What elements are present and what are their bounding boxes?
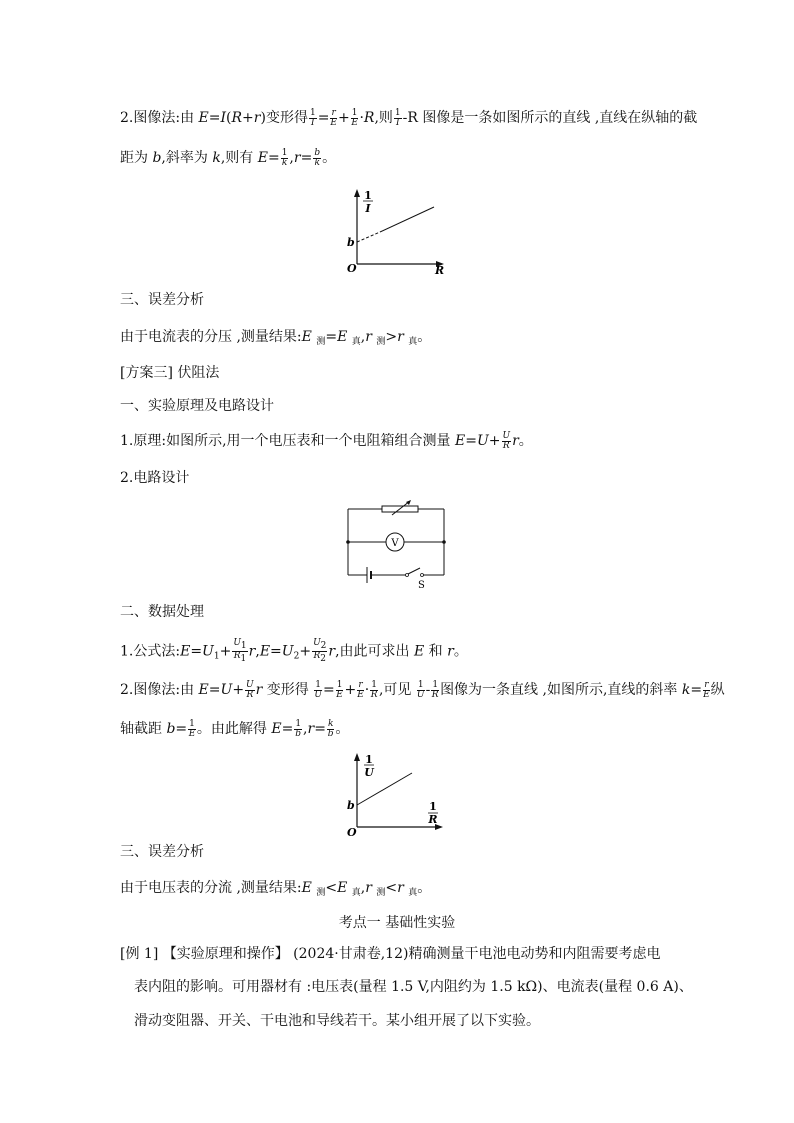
formula-method-line: 1.公式法$:E=U_1+$ $\frac{U1}{R1}$ $r,E=U_2+$ $\frac{U2}{R2}$ r,由此可求出 E 和 r。 (120, 638, 468, 664)
graph-1-over-u-vs-1-over-r (340, 750, 460, 840)
switch (408, 568, 420, 574)
error-analysis-heading: 三、误差分析 (120, 292, 204, 308)
example-line-1: [例 1] 【实验原理和操作】 (2024·甘肃卷,12)精确测量干电池电动势和内阻需要考虑电 (120, 946, 661, 962)
x-axis-label: R (435, 264, 445, 277)
error-analysis-2: 由于电压表的分流 ,测量结果:E $_测$<E $_真$,r $_测$<r $_真$。 (120, 880, 432, 898)
x-axis-label-num: 1 (429, 800, 437, 813)
example-line-2: 表内阻的影响。可用器材有 :电压表(量程 1.5 V,内阻约为 1.5 kΩ)、电流表(量程 0.6 A)、 (134, 979, 693, 995)
switch-label: S (418, 580, 425, 591)
error-analysis-heading-2: 三、误差分析 (120, 844, 204, 860)
principle-line: 1.原理:如图所示,用一个电压表和一个电阻箱组合测量 E=U+ $\frac{U}{R}$ r。 (120, 430, 533, 451)
y-axis-label-num: 1 (365, 753, 373, 766)
image-method-2-line-2: 轴截距 b= $\frac{1}{E}$ 。由此解得 E= $\frac{1}{b}$ ,r= $\frac{k}{b}$ 。 (120, 718, 350, 739)
origin-label: O (347, 826, 357, 839)
principle-design-heading: 一、实验原理及电路设计 (120, 398, 274, 414)
x-axis-label-den: R (428, 813, 438, 826)
image-method-line-2: 距为 b,斜率为 k,则有 E= $\frac{1}{k}$ ,r= $\frac{b}{k}$ 。 (120, 147, 337, 168)
image-method-line-1: 2.图像法:由 E=I(R+r)变形得 $\frac{1}{I}$ = $\frac{r}{E}$ + $\frac{1}{E}$ ·R,则 $\frac{1}{I}$ -R 图像是一条如图所示的直线 ,直线在纵轴的截 (120, 107, 698, 128)
origin-label: O (347, 262, 357, 275)
y-axis-label-den: I (365, 202, 371, 215)
circuit-design-heading: 2.电路设计 (120, 470, 190, 486)
y-axis-label-den: U (364, 766, 374, 779)
data-processing-heading: 二、数据处理 (120, 604, 204, 620)
scheme-3-heading: [方案三] 伏阻法 (120, 365, 220, 381)
intercept-label: b (347, 799, 355, 812)
circuit-diagram (340, 498, 450, 591)
example-line-3: 滑动变阻器、开关、干电池和导线若干。某小组开展了以下实验。 (134, 1013, 540, 1029)
graph-1-over-i-vs-r (340, 186, 460, 276)
voltmeter-label: V (391, 538, 399, 549)
kaodian-heading: 考点一 基础性实验 (338, 915, 456, 931)
image-method-2-line-1: 2.图像法:由 E=U+ $\frac{U}{R}$ r 变形得 $\frac{1}{U}$ = $\frac{1}{E}$ + $\frac{r}{E}$ · $\frac{1}{R}$ ,可见 $\frac{1}{U}$ - $\frac{1}{R}$ 图像为一条直线 ,如图所示,直线的斜率 k= $\frac{r}{E}$ 纵 (120, 679, 725, 700)
y-axis-label-num: 1 (364, 189, 372, 202)
intercept-label: b (347, 236, 355, 249)
error-analysis-1: 由于电流表的分压 ,测量结果:E $_测$=E $_真$,r $_测$>r $_真$。 (120, 329, 432, 347)
